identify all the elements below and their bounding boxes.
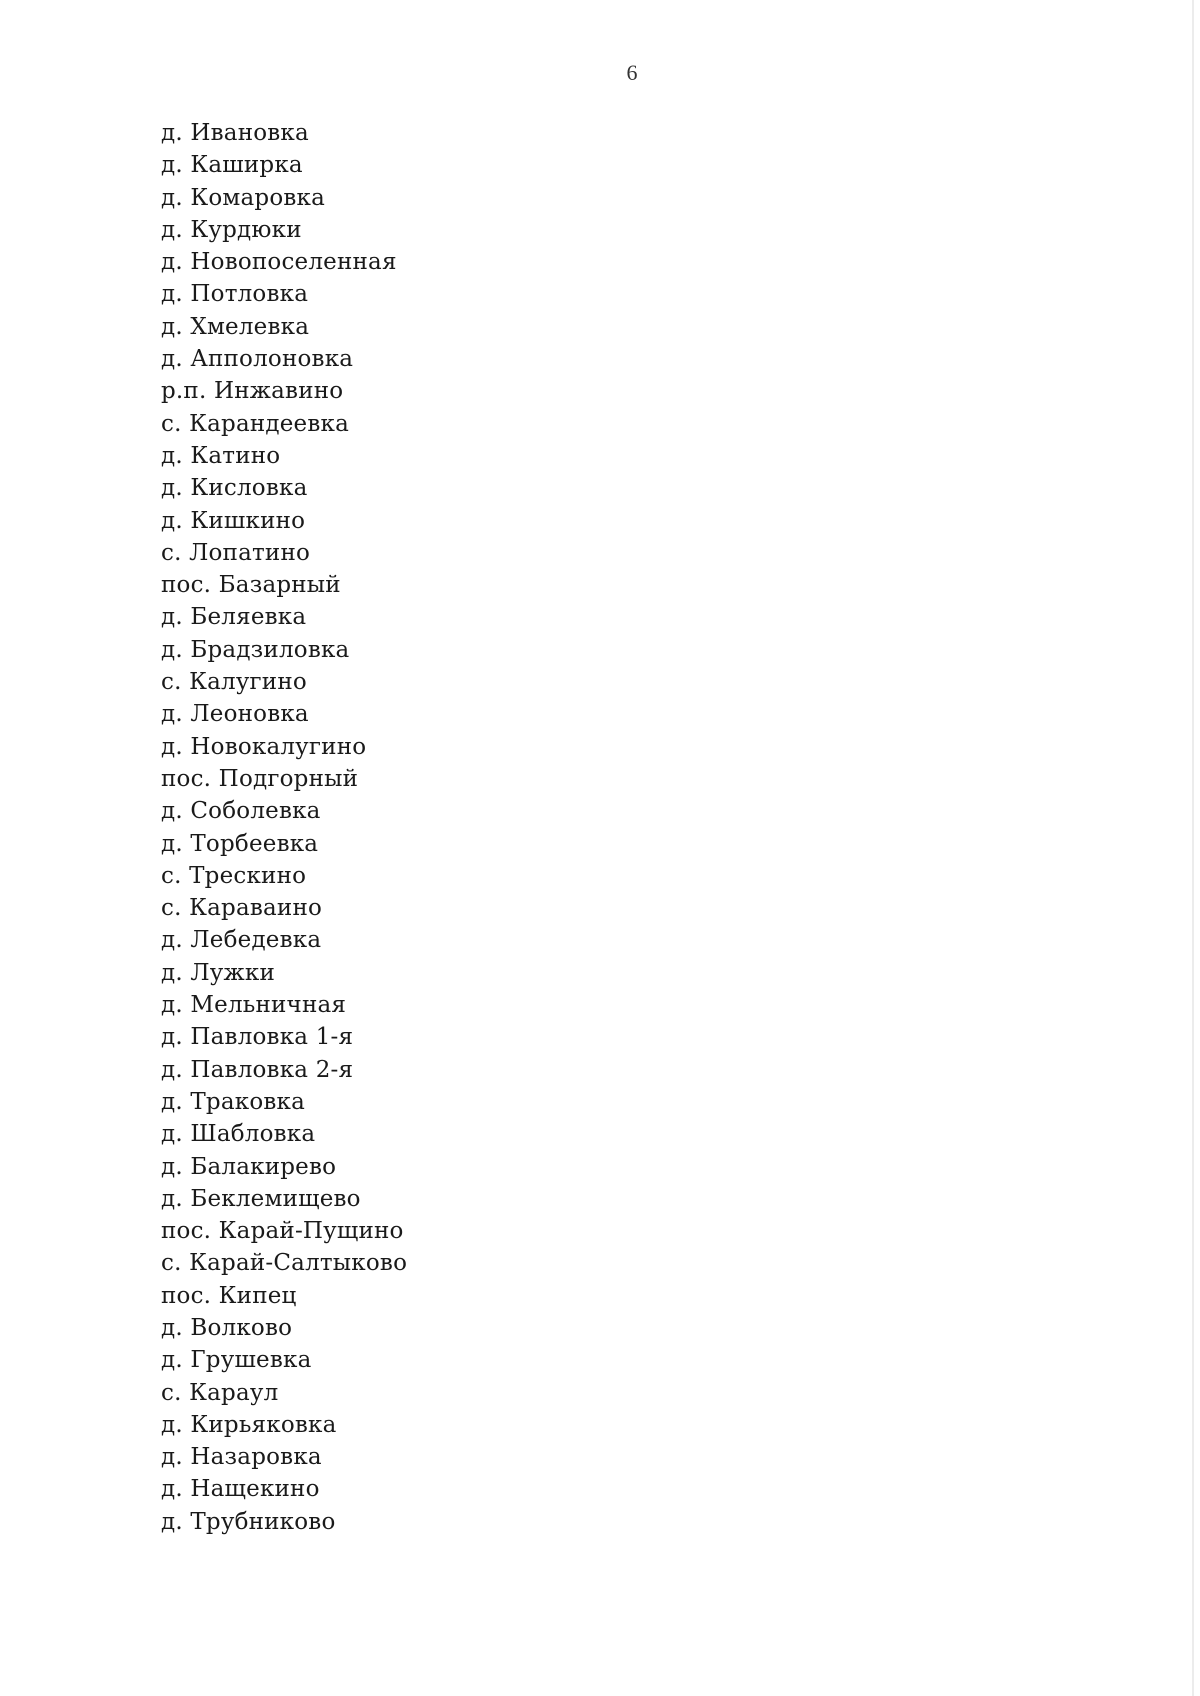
list-item: д. Потловка xyxy=(161,281,309,308)
list-item: с. Карай-Салтыково xyxy=(161,1250,408,1277)
list-item: д. Каширка xyxy=(161,152,303,179)
list-item: д. Лебедевка xyxy=(161,927,322,954)
list-item: д. Новокалугино xyxy=(161,733,367,760)
list-item: д. Леоновка xyxy=(161,701,309,728)
list-item: д. Павловка 2-я xyxy=(161,1056,354,1083)
list-item: д. Кирьяковка xyxy=(161,1411,337,1438)
list-item: д. Шабловка xyxy=(161,1121,316,1148)
list-item: с. Караваино xyxy=(161,895,323,922)
list-item: пос. Подгорный xyxy=(161,765,359,792)
list-item: д. Беляевка xyxy=(161,604,307,631)
list-item: д. Ивановка xyxy=(161,120,309,146)
list-item: пос. Базарный xyxy=(161,572,341,599)
page-number: 6 xyxy=(626,60,638,85)
list-item: д. Нащекино xyxy=(161,1476,320,1503)
list-item: р.п. Инжавино xyxy=(161,378,344,405)
list-item: с. Лопатино xyxy=(161,539,311,566)
list-item: с. Калугино xyxy=(161,669,307,696)
list-item: д. Балакирево xyxy=(161,1153,337,1180)
list-item: д. Беклемищево xyxy=(161,1185,361,1212)
list-item: д. Апполоновка xyxy=(161,346,354,373)
list-item: д. Трубниково xyxy=(161,1508,336,1535)
list-item: д. Брадзиловка xyxy=(161,636,350,663)
list-item: д. Павловка 1-я xyxy=(161,1024,354,1051)
list-item: д. Соболевка xyxy=(161,798,321,825)
place-list xyxy=(161,117,407,1538)
list-item: д. Назаровка xyxy=(161,1444,322,1471)
list-item: д. Лужки xyxy=(161,959,275,986)
list-item: д. Мельничная xyxy=(161,992,347,1019)
list-item: с. Карандеевка xyxy=(161,410,350,437)
list-item: пос. Карай-Пущино xyxy=(161,1218,404,1245)
list-item: д. Траковка xyxy=(161,1088,306,1115)
list-item: с. Трескино xyxy=(161,862,307,889)
scan-edge-line xyxy=(1192,0,1194,1696)
list-item: д. Грушевка xyxy=(161,1347,312,1374)
list-item: д. Комаровка xyxy=(161,184,326,211)
list-item: д. Катино xyxy=(161,442,281,469)
list-item: д. Курдюки xyxy=(161,216,302,243)
list-item: пос. Кипец xyxy=(161,1282,297,1309)
list-item: с. Караул xyxy=(161,1379,279,1406)
list-item: д. Кишкино xyxy=(161,507,306,534)
list-item: д. Торбеевка xyxy=(161,830,319,857)
list-item: д. Волково xyxy=(161,1314,293,1341)
list-item: д. Кисловка xyxy=(161,475,308,502)
list-item: д. Новопоселенная xyxy=(161,249,397,276)
list-item: д. Хмелевка xyxy=(161,313,310,340)
